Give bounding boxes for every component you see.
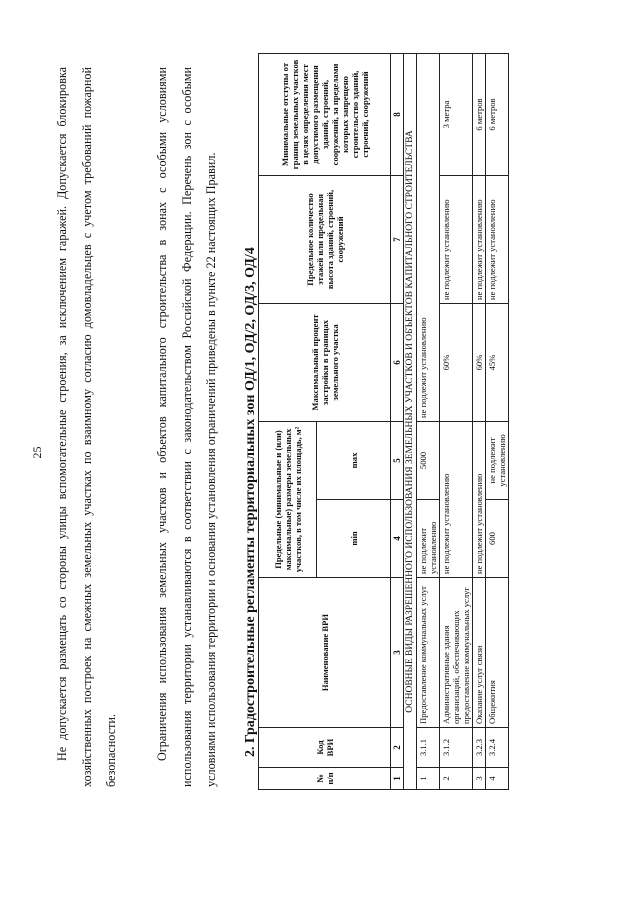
row-percent: 45% [486,303,509,421]
paragraph-restrictions: Ограничения использования земельных участков и объектов капитального строительства в зонах с особыми условиями использования территории устанавливаются в соответствии с законодательством Российской Федерации. Перечень зон с особыми условиями использования территории и основания установления ограничений приведены в пункте 22 настоящих Правил. [155,67,218,787]
row-floors: не подлежит установлению [440,175,473,303]
row-percent: 60% [440,303,473,421]
column-number: 5 [391,421,404,499]
row-code: 3.1.1 [417,728,440,768]
header-code: Код ВРИ [259,728,391,768]
page-number: 25 [30,446,44,459]
row-code: 3.2.4 [486,728,509,768]
table-row [440,53,473,789]
row-name: Административные здания организаций, обеспечивающих предоставление коммунальных услуг [440,578,473,728]
column-number: 1 [391,768,404,790]
row-size-span: не подлежит установлению [473,421,486,577]
table-row [473,53,486,789]
row-setback: 6 метров [486,53,509,175]
column-number: 4 [391,500,404,578]
column-number: 7 [391,175,404,303]
row-name: Предоставление коммунальных услуг [417,578,440,728]
row-floors: не подлежит установлению [473,175,486,303]
header-build-percent: Максимальный процент застройки в границах земельного участка [259,303,391,421]
column-number: 3 [391,578,404,728]
header-max: max [317,421,391,499]
row-code: 3.2.3 [473,728,486,768]
row-num: 3 [473,768,486,790]
row-rest: не подлежит установлению [417,53,440,421]
regulations-table [258,53,509,790]
row-min: не подлежит установлению [417,500,440,578]
row-num: 1 [417,768,440,790]
header-setbacks: Минимальные отступы от границ земельных участков в целях определения мест допустимого размещения зданий, строений, сооружений, за пределами которых запрещено строительство зданий, строений, сооружений [259,53,391,175]
row-setback: 6 метров [473,53,486,175]
row-name: Общежития [486,578,509,728]
column-number: 2 [391,728,404,768]
row-num: 2 [440,768,473,790]
row-num: 4 [486,768,509,790]
row-percent: 60% [473,303,486,421]
header-num: № п/п [259,768,391,790]
row-max: 5000 [417,421,440,499]
header-size-group: Предельные (минимальные и (или) максимальные) размеры земельных участков, в том числе их площадь, м² [259,421,317,577]
row-min: 600 [486,500,509,578]
column-number: 6 [391,303,404,421]
header-min: min [317,500,391,578]
row-size-span: не подлежит установлению [440,421,473,577]
header-name: Наименование ВРИ [259,578,391,728]
row-max: не подлежит установлению [486,421,509,499]
header-floors: Предельное количество этажей или предельная высота зданий, строений, сооружений [259,175,391,303]
row-floors: не подлежит установлению [486,175,509,303]
row-name: Оказание услуг связи [473,578,486,728]
table-row [417,53,440,789]
row-code: 3.1.2 [440,728,473,768]
table-row [486,53,509,789]
section-row: ОСНОВНЫЕ ВИДЫ РАЗРЕШЕННОГО ИСПОЛЬЗОВАНИЯ ЗЕМЕЛЬНЫХ УЧАСТКОВ И ОБЪЕКТОВ КАПИТАЛЬНОГО СТРОИТЕЛЬСТВА [404,53,417,789]
section-title: 2. Градостроительные регламенты территориальных зон ОД/1, ОД/2, ОД/3, ОД/4 [243,247,258,757]
paragraph-garages: Не допускается размещать со стороны улицы вспомогательные строения, за исключением гаражей. Допускается блокировка хозяйственных построек на смежных земельных участках по взаимному согласию домовладельцев с учетом требований пожарной безопасности. [55,67,118,787]
column-number: 8 [391,53,404,175]
row-setback: 3 метра [440,53,473,175]
